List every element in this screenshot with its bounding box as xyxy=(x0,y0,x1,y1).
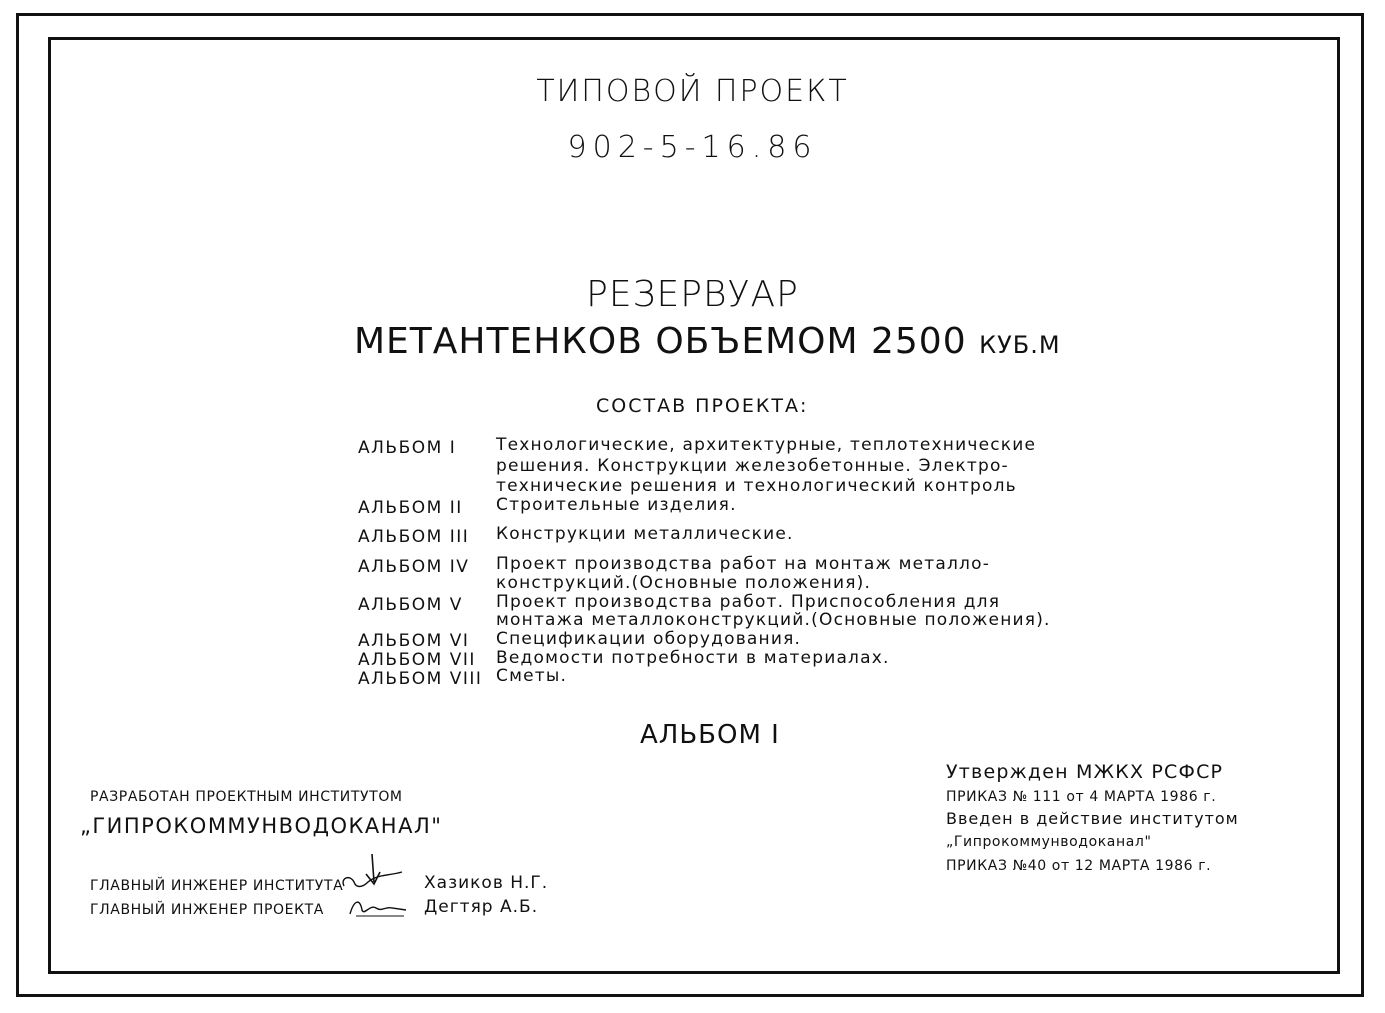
album-label: АЛЬБОМ VIII xyxy=(358,669,483,689)
current-album: АЛЬБОМ I xyxy=(640,720,780,750)
album-desc-line: решения. Конструкции железобетонные. Электро- xyxy=(496,456,1009,476)
album-desc-line: Технологические, архитектурные, теплотехнические xyxy=(496,435,1037,455)
chief-engineer-project-label: ГЛАВНЫЙ ИНЖЕНЕР ПРОЕКТА xyxy=(90,902,324,918)
album-desc-line: Проект производства работ на монтаж металло- xyxy=(496,554,991,574)
title-line2-main: МЕТАНТЕНКОВ ОБЪЕМОМ 2500 xyxy=(354,321,967,362)
signature-khazikov xyxy=(338,852,410,896)
composition-heading: СОСТАВ ПРОЕКТА: xyxy=(596,395,809,417)
project-number: 902-5-16.86 xyxy=(567,130,818,165)
album-desc-line: Строительные изделия. xyxy=(496,495,737,515)
album-label: АЛЬБОМ II xyxy=(358,498,463,518)
album-label: АЛЬБОМ V xyxy=(358,595,463,615)
album-desc-line: Ведомости потребности в материалах. xyxy=(496,648,890,668)
signature-degtyar xyxy=(346,894,410,920)
project-type: ТИПОВОЙ ПРОЕКТ xyxy=(536,74,849,109)
title-line2-unit: КУБ.М xyxy=(979,331,1061,359)
approval-line2: ПРИКАЗ № 111 от 4 МАРТА 1986 г. xyxy=(946,789,1217,805)
album-label: АЛЬБОМ VI xyxy=(358,631,470,651)
title-line1: РЕЗЕРВУАР xyxy=(586,274,799,315)
album-desc-line: Сметы. xyxy=(496,666,568,686)
chief-engineer-institute-label: ГЛАВНЫЙ ИНЖЕНЕР ИНСТИТУТА xyxy=(90,878,344,894)
album-label: АЛЬБОМ VII xyxy=(358,650,476,670)
album-desc-line: конструкций.(Основные положения). xyxy=(496,573,872,593)
approval-line1: Утвержден МЖКХ РСФСР xyxy=(946,761,1224,783)
chief-engineer-project-name: Дегтяр А.Б. xyxy=(424,897,539,917)
approval-line5: ПРИКАЗ №40 от 12 МАРТА 1986 г. xyxy=(946,858,1212,874)
developer-institute: „ГИПРОКОММУНВОДОКАНАЛ" xyxy=(80,814,443,838)
album-label: АЛЬБОМ IV xyxy=(358,557,470,577)
developer-label: РАЗРАБОТАН ПРОЕКТНЫМ ИНСТИТУТОМ xyxy=(90,789,403,805)
approval-line3: Введен в действие институтом xyxy=(946,809,1239,828)
album-desc-line: Проект производства работ. Приспособления для xyxy=(496,592,1001,612)
album-desc-line: монтажа металлоконструкций.(Основные положения). xyxy=(496,610,1051,630)
album-desc-line: технические решения и технологический контроль xyxy=(496,476,1017,496)
album-desc-line: Спецификации оборудования. xyxy=(496,629,802,649)
title-line2 xyxy=(354,321,1061,362)
album-desc-line: Конструкции металлические. xyxy=(496,524,794,544)
album-label: АЛЬБОМ III xyxy=(358,527,470,547)
chief-engineer-institute-name: Хазиков Н.Г. xyxy=(424,873,549,893)
approval-line4: „Гипрокоммунводоканал" xyxy=(946,834,1152,850)
album-label: АЛЬБОМ I xyxy=(358,438,457,458)
